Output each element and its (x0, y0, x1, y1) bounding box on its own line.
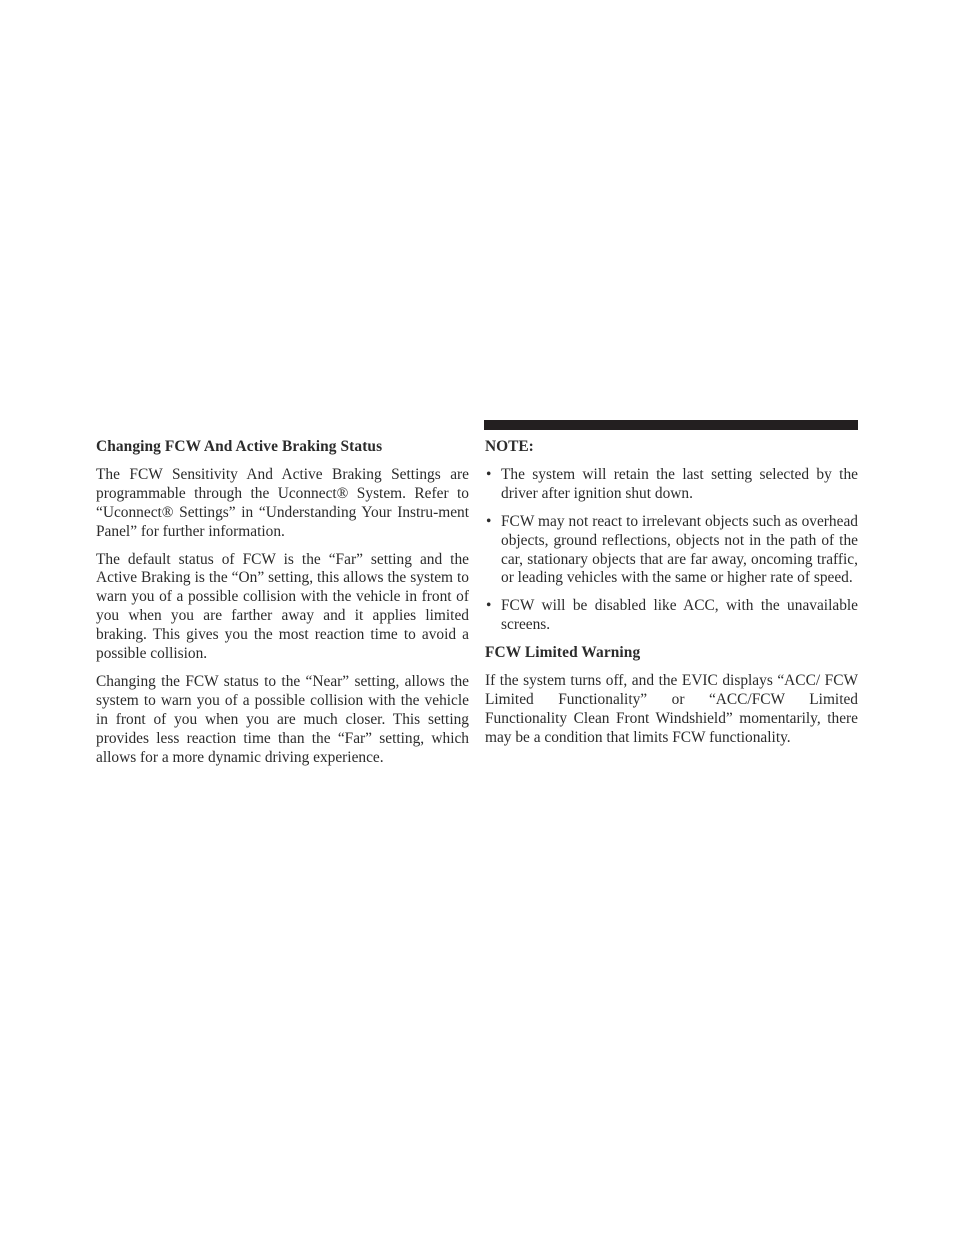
note-bullet-list (485, 466, 858, 635)
section-heading-fcw-status: Changing FCW And Active Braking Status (96, 438, 383, 455)
paragraph-default-status: The default status of FCW is the “Far” setting and the Active Braking is the “On” setting, this allows the system to warn you of a possible collision with the vehicle in front of you when you are farther away and it applies limited braking. This gives you the most reaction time to avoid a possible collision. (96, 550, 469, 663)
list-item (485, 513, 858, 589)
bullet-text: FCW will be disabled like ACC, with the unavailable screens. (501, 597, 858, 634)
bullet-icon: • (486, 465, 492, 483)
section-header-bar (484, 420, 858, 430)
paragraph-near-setting: Changing the FCW status to the “Near” setting, allows the system to warn you of a possible collision with the vehicle in front of you when you are much closer. This setting provides less reaction time than the “Far” setting, which allows for a more dynamic driving experience. (96, 672, 469, 766)
paragraph-limited-warning: If the system turns off, and the EVIC displays “ACC/ FCW Limited Functionality” or “ACC/FCW Limited Functionality Clean Front Windshield” momentarily, there may be a condition that limits FCW functionality. (485, 672, 858, 746)
paragraph-programmable-settings: The FCW Sensitivity And Active Braking Settings are programmable through the Uconnect® System. Refer to “Uconnect® Settings” in “Understanding Your Instru-ment Panel” for further information. (96, 465, 469, 540)
right-column (485, 438, 858, 757)
bullet-icon: • (486, 597, 492, 615)
section-heading-limited-warning: FCW Limited Warning (485, 644, 641, 662)
bullet-text: FCW may not react to irrelevant objects such as overhead objects, ground reflections, objects not in the path of the car, stationary objects that are far away, oncoming traffic, or leading vehicles with the same or higher rate of speed. (501, 512, 858, 587)
bullet-icon: • (486, 512, 492, 530)
list-item (485, 466, 858, 504)
left-column (96, 438, 469, 777)
note-label: NOTE: (485, 438, 534, 455)
bullet-text: The system will retain the last setting selected by the driver after ignition shut down. (501, 465, 858, 502)
list-item (485, 597, 858, 635)
